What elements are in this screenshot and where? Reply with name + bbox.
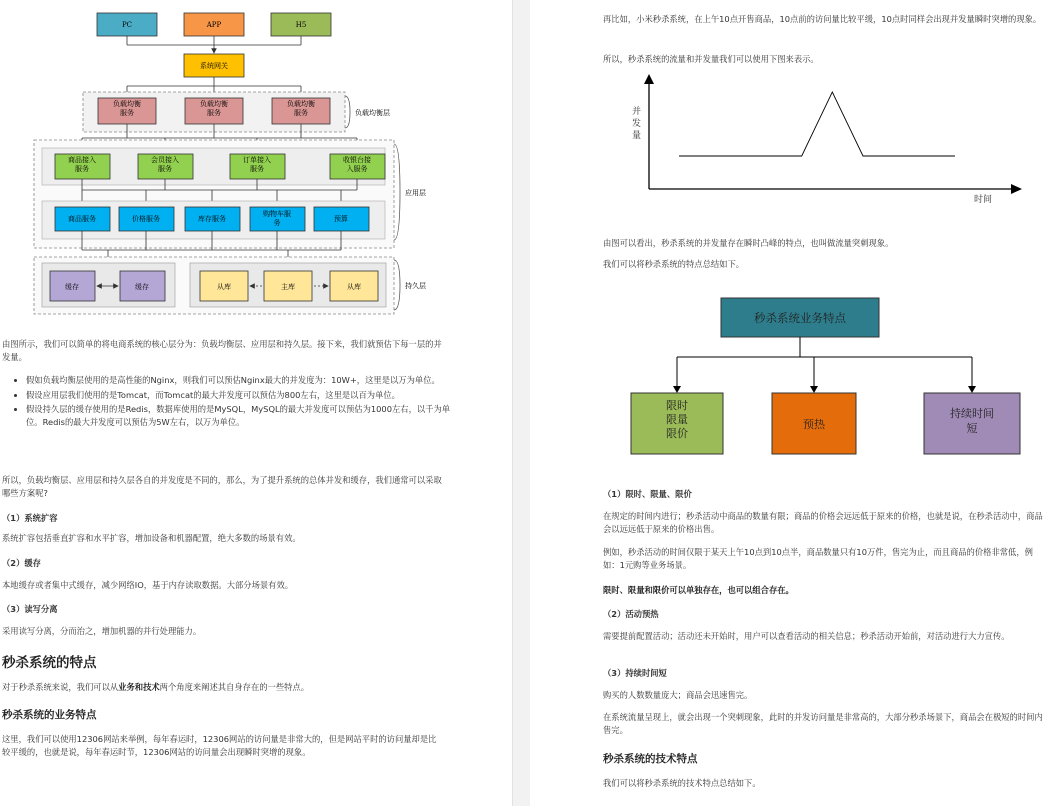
client-label-app: APP: [206, 21, 222, 29]
xiaomi-paragraph: 再比如，小米秒杀系统，在上午10点开售商品，10点前的访问量比较平缓，10点时同样会出现并发量瞬时突增的现象。: [603, 14, 1042, 24]
limits-bold-paragraph: 限时、限量和限价可以单独存在，也可以组合存在。: [603, 585, 794, 595]
traffic-intro-paragraph: 所以，秒杀系统的流量和并发量我们可以使用下图来表示。: [603, 54, 819, 64]
client-label-pc: PC: [121, 21, 133, 29]
service-node-5-label: 预算: [334, 215, 348, 223]
bullet-item-tomcat: • 假设应用层我们使用的是Tomcat，而Tomcat的最大并发度可以预估为800左右，这里是以百为单位。: [26, 389, 456, 402]
heading-tech-features: 秒杀系统的技术特点: [603, 753, 698, 765]
access-node-4-label: 收银台接入服务: [343, 156, 371, 173]
page-gap: [512, 0, 532, 806]
service-node-2-label: 价格服务: [132, 215, 160, 223]
spike-paragraph: 由图可以看出，秒杀系统的并发量存在瞬时凸峰的特点，也叫做流量突刺现象。: [603, 238, 894, 248]
app-layer-label: 应用层: [405, 189, 426, 197]
cache-node-2-label: 缓存: [135, 283, 149, 291]
y-axis-label: 并发量: [632, 107, 642, 141]
x-axis-arrow: [1011, 184, 1022, 194]
subhead-short-duration: （3）持续时间短: [603, 668, 667, 678]
tree-child-2-label: 预热: [803, 418, 825, 431]
limits-example-paragraph: 例如，秒杀活动的时间仅限于某天上午10点到10点半，商品数量只有10万件，售完为止，而且商品的价格非常低，例如：1元购等业务场景。: [603, 547, 1033, 570]
x-axis-label: 时间: [974, 195, 993, 205]
lb-layer-label: 负载均衡层: [355, 109, 390, 117]
heading-biz-features: 秒杀系统的业务特点: [2, 709, 97, 721]
cache-node-1-label: 缓存: [65, 283, 79, 291]
traffic-spike-chart: [610, 72, 1030, 207]
intro-paragraph: 由图所示，我们可以简单的将电商系统的核心层分为：负载均衡层、应用层和持久层。接下来，我们就预估下每一层的并发量。: [2, 339, 442, 362]
short-duration-paragraph-2: 在系统流量呈现上，就会出现一个突刺现象，此时的并发访问量是非常高的，大部分秒杀场景下，商品会在极短的时间内售完。: [603, 712, 1043, 735]
bullet-item-nginx: • 假如负载均衡层使用的是高性能的Nginx，则我们可以预估Nginx最大的并发度为：10W+，这里是以万为单位。: [26, 374, 456, 387]
biz-paragraph: 这里，我们可以使用12306网站来举例，每年春运时，12306网站的访问量是非常大的，但是网站平时的访问量却是比较平缓的，也就是说，每年春运时节，12306网站的访问量会出现瞬时突增的现象。: [2, 734, 437, 757]
access-node-3-label: 订单接入服务: [243, 156, 271, 173]
tree-child-3-label: 持续时间短: [950, 407, 994, 435]
subhead-cache: （2）缓存: [2, 558, 41, 568]
access-node-2-label: 会员接入服务: [151, 156, 179, 173]
db-node-2-label: 主库: [281, 283, 295, 291]
features-paragraph: 对于秒杀系统来说，我们可以从业务和技术两个角度来阐述其自身存在的一些特点。: [2, 682, 310, 692]
cache-paragraph: 本地缓存或者集中式缓存，减少网络IO，基于内存读取数据。大部分场景有效。: [2, 580, 294, 590]
left-page[interactable]: [0, 0, 512, 806]
lb-node-1-label: 负载均衡服务: [113, 100, 141, 117]
subhead-warmup: （2）活动预热: [603, 609, 659, 619]
scale-paragraph: 系统扩容包括垂直扩容和水平扩容，增加设备和机器配置，绝大多数的场景有效。: [2, 533, 301, 543]
concurrency-line: [679, 92, 955, 156]
summary-intro-paragraph: 我们可以将秒杀系统的特点总结如下。: [603, 259, 745, 269]
lb-node-2-label: 负载均衡服务: [200, 100, 228, 117]
subhead-rw-split: （3）读写分离: [2, 604, 58, 614]
db-node-3-label: 从库: [347, 283, 361, 291]
warmup-paragraph: 需要提前配置活动；活动还未开始时，用户可以查看活动的相关信息；秒杀活动开始前，对活动进行大力宣传。: [603, 631, 1010, 641]
heading-features: 秒杀系统的特点: [2, 655, 97, 671]
db-node-1-label: 从库: [217, 283, 231, 291]
rw-split-paragraph: 采用读写分离，分而治之，增加机器的并行处理能力。: [2, 626, 202, 636]
service-node-3-label: 库存服务: [198, 215, 226, 223]
right-page[interactable]: [530, 0, 1060, 806]
service-node-1-label: 商品服务: [68, 215, 96, 223]
business-feature-tree: [622, 292, 1042, 477]
lb-node-3-label: 负载均衡服务: [287, 100, 315, 117]
tree-child-1-label: 限时限量限价: [666, 399, 688, 440]
subhead-limits: （1）限时、限量、限价: [603, 489, 692, 499]
persist-layer-label: 持久层: [405, 282, 426, 290]
bullet-item-redis: • 假设持久层的缓存使用的是Redis，数据库使用的是MySQL，MySQL的最大并发度可以预估为1000左右，以千为单位。Redis的最大并发度可以预估为5W左右，以万为单位。: [26, 403, 456, 428]
access-node-1-label: 商品接入服务: [68, 156, 96, 173]
short-duration-paragraph-1: 购买的人数数量庞大；商品会迅速售完。: [603, 690, 753, 700]
subhead-scale: （1）系统扩容: [2, 513, 58, 523]
tech-paragraph: 我们可以将秒杀系统的技术特点总结如下。: [603, 778, 761, 788]
client-label-h5: H5: [295, 21, 307, 29]
limits-paragraph: 在规定的时间内进行；秒杀活动中商品的数量有限；商品的价格会远远低于原来的价格，也就是说，在秒杀活动中，商品会以远远低于原来的价格出售。: [603, 511, 1043, 534]
service-node-4-label: 购物车服务: [263, 210, 291, 227]
bullet-list: [10, 374, 456, 430]
so-paragraph: 所以，负载均衡层、应用层和持久层各自的并发度是不同的，那么，为了提升系统的总体并发和缓存，我们通常可以采取哪些方案呢?: [2, 475, 442, 498]
tree-root-label: 秒杀系统业务特点: [754, 311, 846, 325]
y-axis-arrow: [644, 74, 654, 84]
architecture-diagram: [0, 0, 512, 318]
gateway-label: 系统网关: [200, 62, 228, 70]
